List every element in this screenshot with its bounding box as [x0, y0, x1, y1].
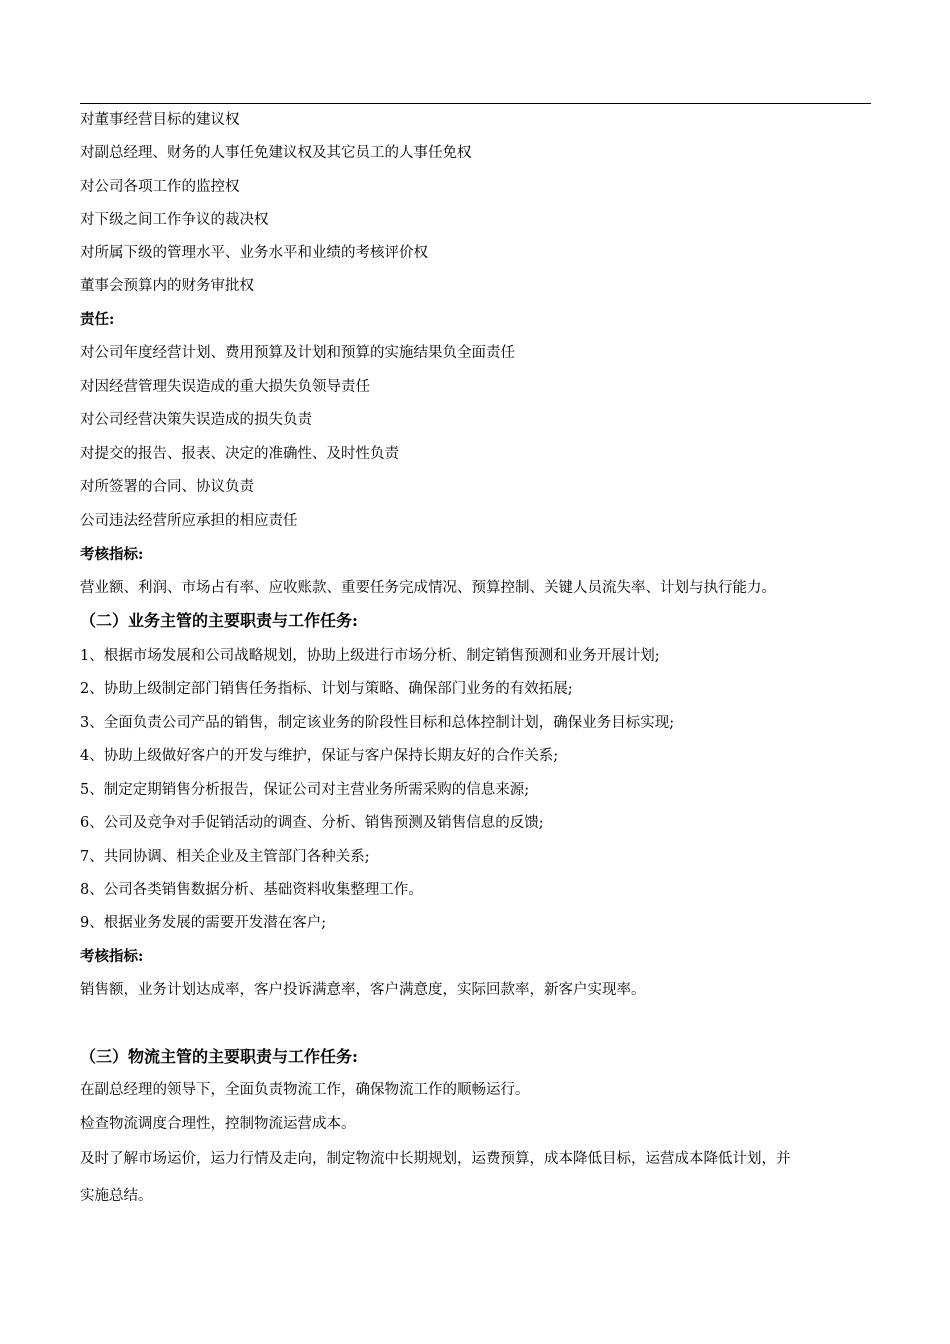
section2-item: 9、根据业务发展的需要开发潜在客户;: [80, 915, 327, 931]
rights-item: 对所属下级的管理水平、业务水平和业绩的考核评价权: [80, 245, 428, 261]
responsibility-item: 公司违法经营所应承担的相应责任: [80, 513, 298, 529]
section2-item: 6、公司及竞争对手促销活动的调查、分析、销售预测及销售信息的反馈;: [80, 815, 544, 831]
section3-item: 检查物流调度合理性，控制物流运营成本。: [80, 1116, 356, 1132]
responsibility-item: 对公司年度经营计划、费用预算及计划和预算的实施结果负全面责任: [80, 345, 515, 361]
responsibility-item: 对提交的报告、报表、决定的准确性、及时性负责: [80, 446, 399, 462]
section2-item: 2、协助上级制定部门销售任务指标、计划与策略、确保部门业务的有效拓展;: [80, 681, 573, 697]
section-heading: （三）物流主管的主要职责与工作任务:: [80, 1047, 358, 1066]
section2-item: 1、根据市场发展和公司战略规划，协助上级进行市场分析、制定销售预测和业务开展计划;: [80, 648, 660, 664]
rights-item: 对下级之间工作争议的裁决权: [80, 212, 269, 228]
rights-item: 对副总经理、财务的人事任免建议权及其它员工的人事任免权: [80, 145, 472, 161]
rights-item: 董事会预算内的财务审批权: [80, 278, 254, 294]
section3-item: 实施总结。: [80, 1188, 153, 1204]
section2-item: 4、协助上级做好客户的开发与维护，保证与客户保持长期友好的合作关系;: [80, 748, 559, 764]
rights-item: 对公司各项工作的监控权: [80, 179, 240, 195]
kpi-label: 考核指标:: [80, 546, 144, 563]
kpi-text: 销售额，业务计划达成率，客户投诉满意率，客户满意度，实际回款率，新客户实现率。: [80, 982, 646, 998]
section3-item: 在副总经理的领导下，全面负责物流工作，确保物流工作的顺畅运行。: [80, 1082, 530, 1098]
responsibility-item: 对所签署的合同、协议负责: [80, 479, 254, 495]
section2-item: 3、全面负责公司产品的销售，制定该业务的阶段性目标和总体控制计划，确保业务目标实现;: [80, 715, 675, 731]
rights-item: 对董事经营目标的建议权: [80, 112, 240, 128]
responsibility-label: 责任:: [80, 311, 115, 328]
section2-item: 8、公司各类销售数据分析、基础资料收集整理工作。: [80, 882, 423, 898]
kpi-text: 营业额、利润、市场占有率、应收账款、重要任务完成情况、预算控制、关键人员流失率、计划与执行能力。: [80, 580, 776, 596]
section-heading: （二）业务主管的主要职责与工作任务:: [80, 611, 358, 630]
header-rule: [80, 103, 871, 104]
responsibility-item: 对公司经营决策失误造成的损失负责: [80, 412, 312, 428]
section3-item: 及时了解市场运价，运力行情及走向，制定物流中长期规划，运费预算，成本降低目标，运营成本降低计划，并: [80, 1151, 791, 1167]
kpi-label: 考核指标:: [80, 948, 144, 965]
section2-item: 5、制定定期销售分析报告，保证公司对主营业务所需采购的信息来源;: [80, 782, 530, 798]
responsibility-item: 对因经营管理失误造成的重大损失负领导责任: [80, 379, 370, 395]
section2-item: 7、共同协调、相关企业及主管部门各种关系;: [80, 849, 370, 865]
